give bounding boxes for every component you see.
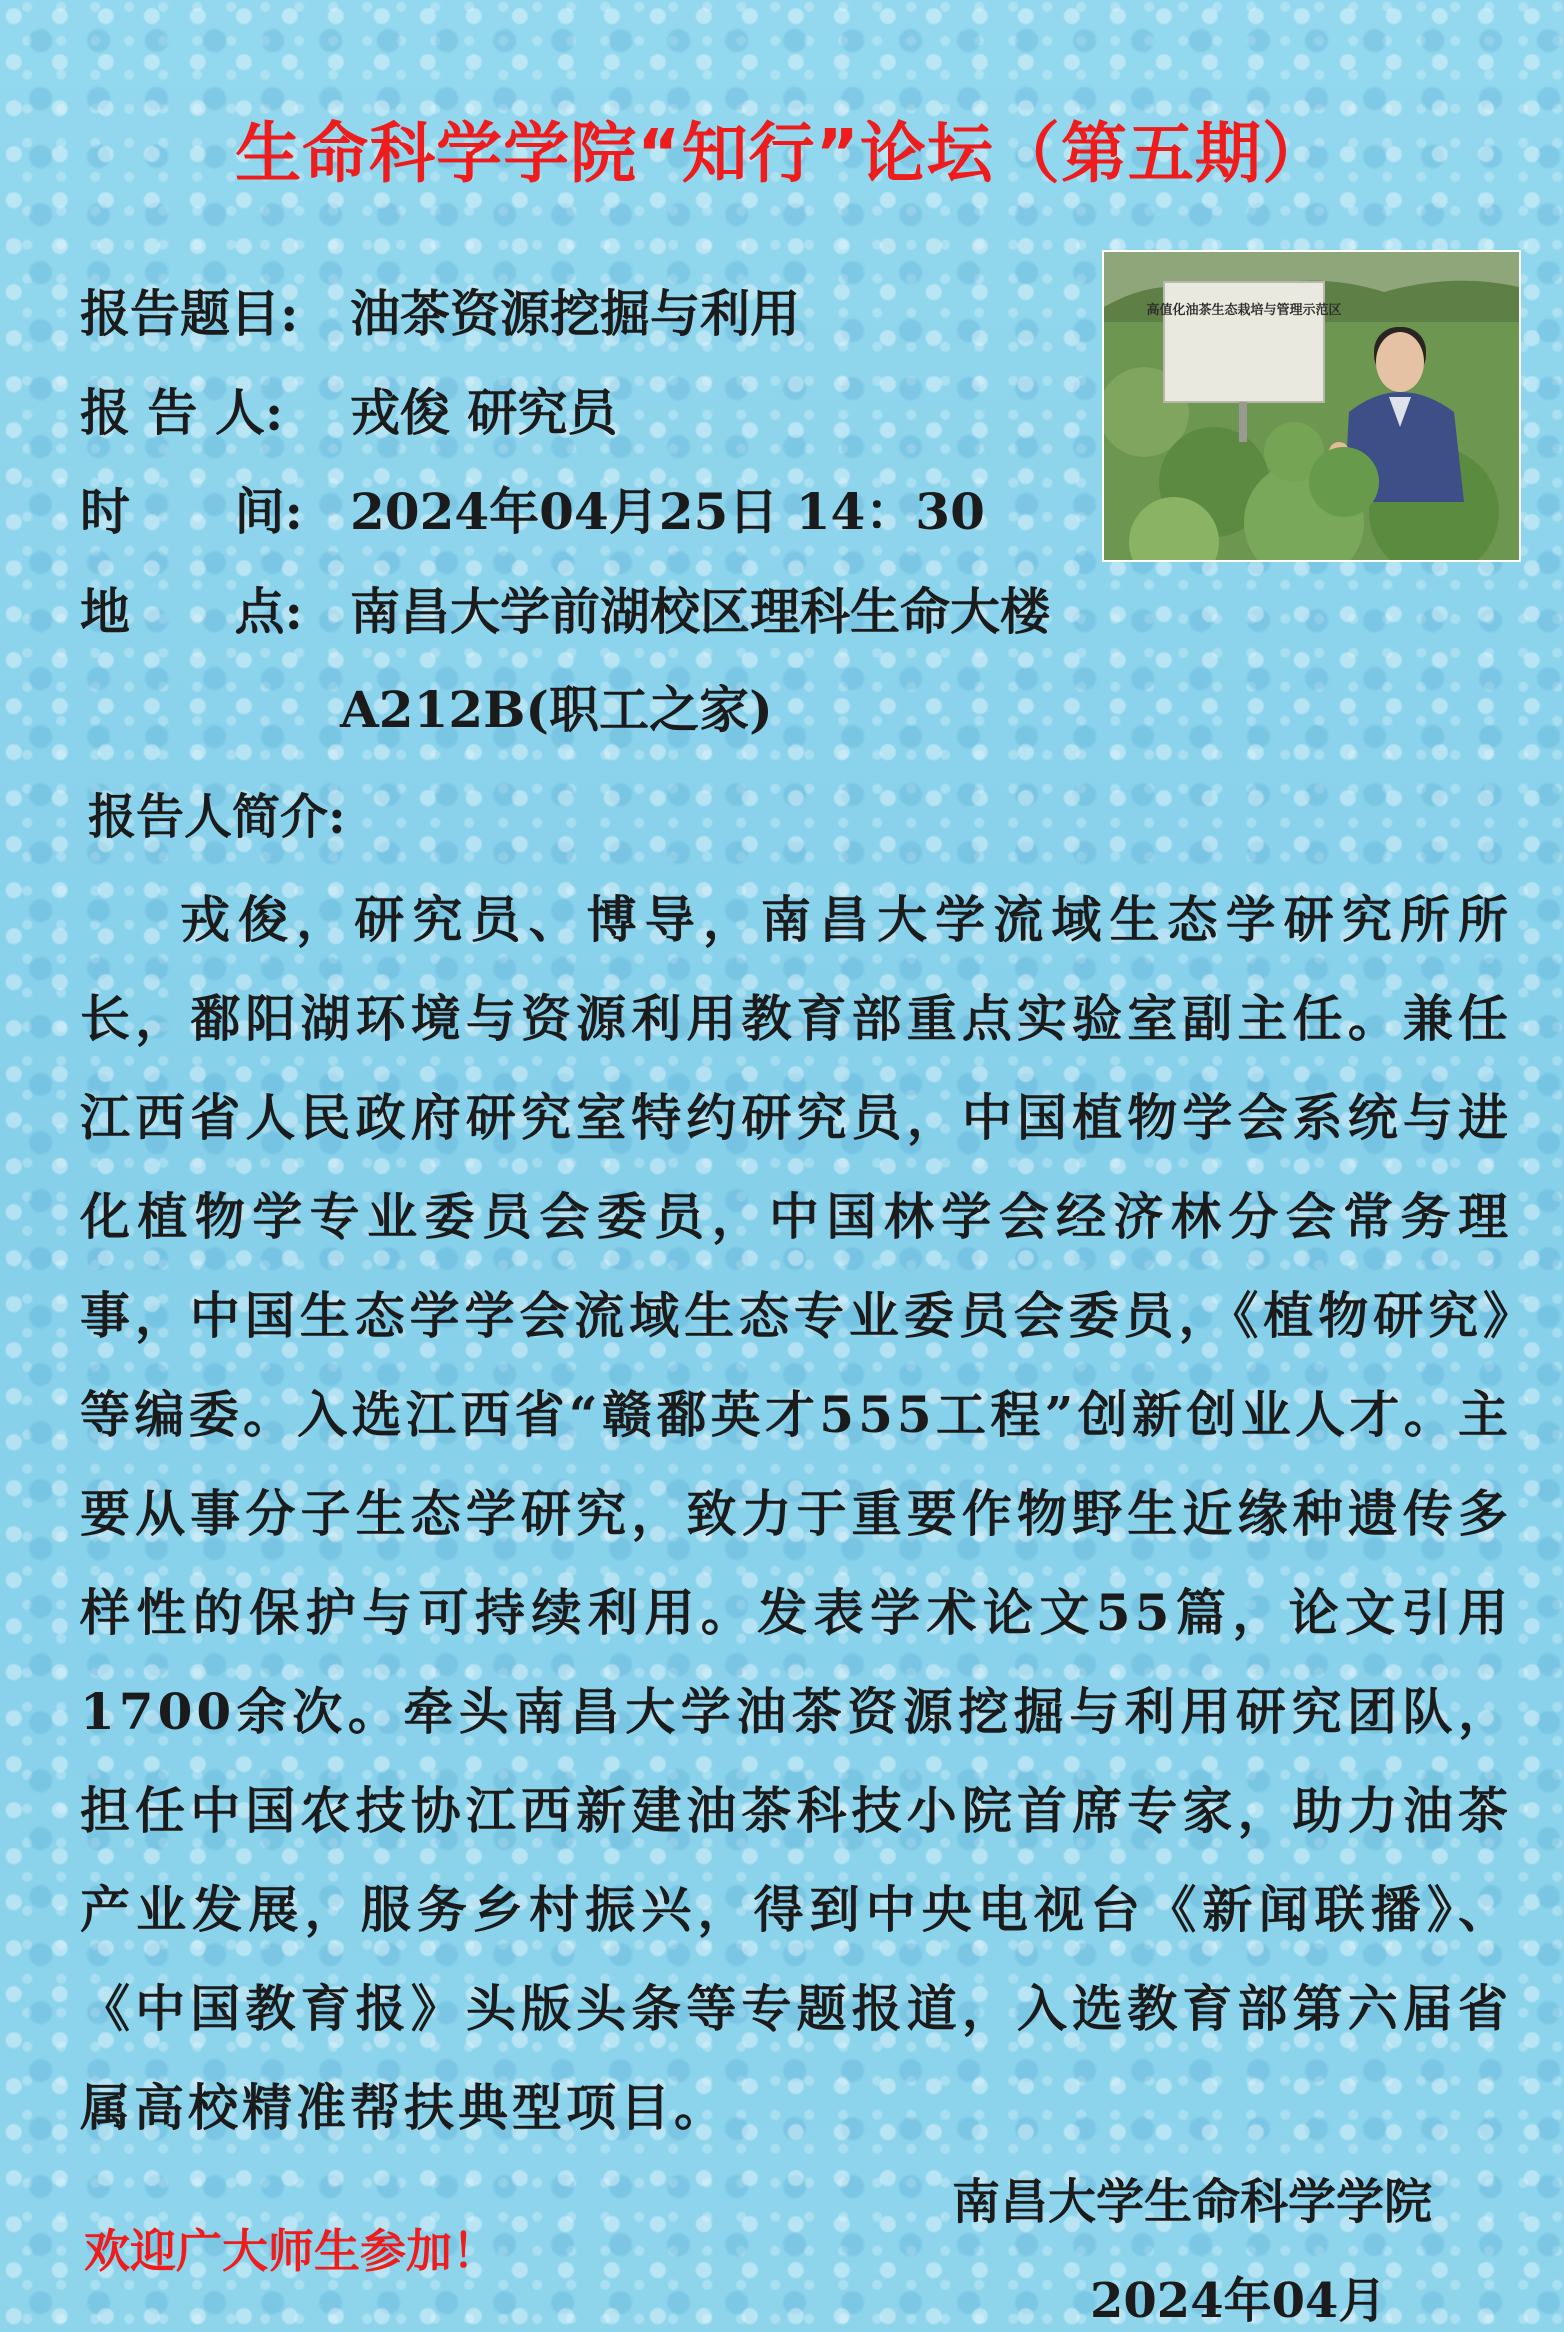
photo-sign-text: 高值化油茶生态栽培与管理示范区 — [1146, 303, 1342, 318]
speaker-photo-illustration — [1104, 252, 1519, 560]
topic-label: 报告题目: — [80, 284, 299, 343]
bio-text: 戎俊，研究员、博导，南昌大学流域生态学研究所所长，鄱阳湖环境与资源利用教育部重点实验室副主任。兼任江西省人民政府研究室特约研究员，中国植物学会系统与进化植物学专业委员会委员，中国林学会经济林分会常务理事，中国生态学学会流域生态专业委员会委员，《植物研究》等编委。入选江西省“赣鄱英才555工程”创新创业人才。主要从事分子生态学研究，致力于重要作物野生近缘种遗传多样性的保护与可持续利用。发表学术论文55篇，论文引用1700余次。牵头南昌大学油茶资源挖掘与利用研究团队，担任中国农技协江西新建油茶科技小院首席专家，助力油茶产业发展，服务乡村振兴，得到中央电视台《新闻联播》、《中国教育报》头版头条等专题报道，入选教育部第六届省属高校精准帮扶典型项目。 — [80, 890, 1512, 2137]
place-row — [80, 582, 1050, 642]
organizer: 南昌大学生命科学学院 — [952, 2174, 1433, 2230]
place-label: 地 点: — [80, 582, 303, 641]
time-value: 2024年04月25日 14：30 — [350, 482, 985, 541]
time-label: 时 间: — [80, 482, 303, 541]
speaker-row — [80, 383, 617, 443]
time-row — [80, 482, 985, 542]
speaker-value: 戎俊 研究员 — [350, 383, 618, 442]
page-title: 生命科学学院“知行”论坛（第五期） — [235, 115, 1329, 192]
speaker-label: 报 告 人: — [80, 383, 284, 442]
welcome-text: 欢迎广大师生参加！ — [84, 2224, 498, 2278]
date: 2024年04月 — [1090, 2273, 1387, 2329]
topic-value: 油茶资源挖掘与利用 — [350, 284, 800, 343]
place-room: A212B(职工之家) — [340, 680, 773, 739]
speaker-photo — [1102, 250, 1521, 562]
place-value: 南昌大学前湖校区理科生命大楼 — [350, 582, 1050, 641]
bio-heading: 报告人简介: — [88, 789, 346, 845]
topic-row — [80, 284, 800, 344]
